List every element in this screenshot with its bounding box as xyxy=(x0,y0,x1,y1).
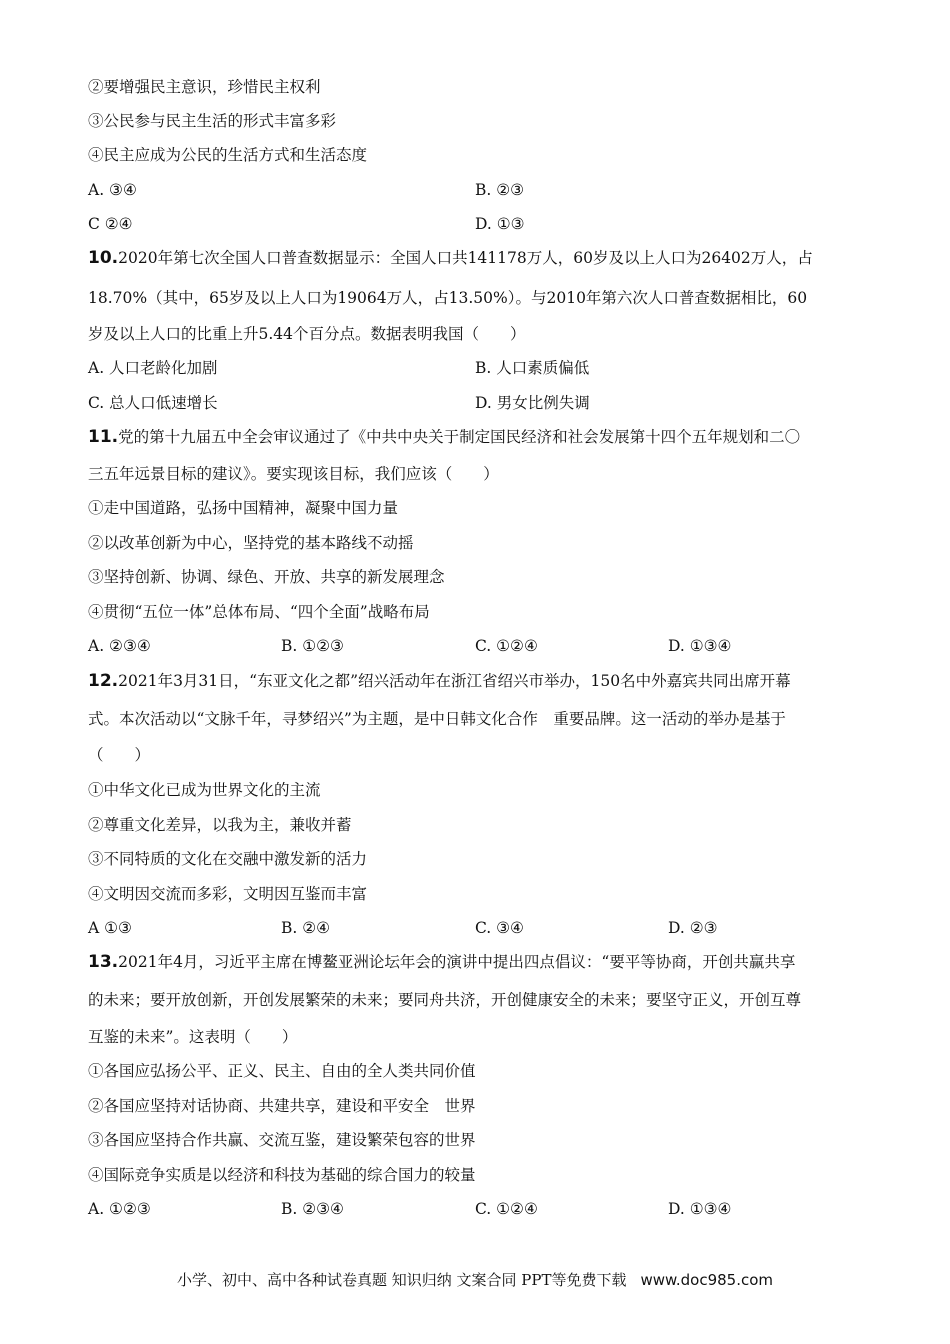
q9-option-a: A. ③④ xyxy=(88,181,137,199)
q10-option-b: B. 人口素质偏低 xyxy=(475,359,590,377)
q11-number: 11. xyxy=(88,427,119,447)
q9-item-3: ③公民参与民主生活的形式丰富多彩 xyxy=(88,112,337,130)
q10-option-a: A. 人口老龄化加剧 xyxy=(88,359,218,377)
q13-number: 13. xyxy=(88,952,119,972)
q10-stem-text: 2020年第七次全国人口普查数据显示：全国人口共141178万人，60岁及以上人口为26402万人，占 xyxy=(118,249,813,267)
q13-stem-line-1 xyxy=(88,952,795,972)
page-footer xyxy=(0,1269,950,1290)
q10-option-d: D. 男女比例失调 xyxy=(475,394,590,412)
q13-item-1: ①各国应弘扬公平、正义、民主、自由的全人类共同价值 xyxy=(88,1062,476,1080)
q11-item-3: ③坚持创新、协调、绿色、开放、共享的新发展理念 xyxy=(88,568,445,586)
q12-item-4: ④文明因交流而多彩，文明因互鉴而丰富 xyxy=(88,885,368,903)
q9-item-2: ②要增强民主意识，珍惜民主权利 xyxy=(88,78,321,96)
q10-stem-line-3: 岁及以上人口的比重上升5.44个百分点。数据表明我国（ ） xyxy=(88,325,526,343)
q13-option-c: C. ①②④ xyxy=(475,1200,538,1218)
q13-item-3: ③各国应坚持合作共赢、交流互鉴，建设繁荣包容的世界 xyxy=(88,1131,476,1149)
q13-option-b: B. ②③④ xyxy=(281,1200,344,1218)
q9-option-c: C ②④ xyxy=(88,215,133,233)
q12-stem-text: 2021年3月31日，“东亚文化之都”绍兴活动年在浙江省绍兴市举办，150名中外嘉宾共同出席开幕 xyxy=(118,672,791,690)
q10-option-c: C. 总人口低速增长 xyxy=(88,394,218,412)
q13-option-d: D. ①③④ xyxy=(668,1200,732,1218)
q11-stem-line-1 xyxy=(88,427,800,447)
q13-stem-text: 2021年4月，习近平主席在博鳌亚洲论坛年会的演讲中提出四点倡议：“要平等协商，开创共赢共享 xyxy=(118,953,796,971)
q13-item-4: ④国际竞争实质是以经济和科技为基础的综合国力的较量 xyxy=(88,1166,476,1184)
q12-option-d: D. ②③ xyxy=(668,919,718,937)
q11-item-4: ④贯彻“五位一体”总体布局、“四个全面”战略布局 xyxy=(88,603,430,621)
q11-item-2: ②以改革创新为中心，坚持党的基本路线不动摇 xyxy=(88,534,414,552)
q13-stem-line-2: 的未来；要开放创新，开创发展繁荣的未来；要同舟共济，开创健康安全的未来；要坚守正义，开创互尊 xyxy=(88,991,802,1009)
q12-stem-line-2: 式。本次活动以“文脉千年，寻梦绍兴”为主题，是中日韩文化合作 重要品牌。这一活动的举办是基于 xyxy=(88,710,786,728)
q11-option-c: C. ①②④ xyxy=(475,637,538,655)
q13-item-2: ②各国应坚持对话协商、共建共享，建设和平安全 世界 xyxy=(88,1097,476,1115)
q12-option-a: A ①③ xyxy=(88,919,132,937)
footer-url[interactable]: www.doc985.com xyxy=(640,1271,774,1289)
q12-item-2: ②尊重文化差异，以我为主，兼收并蓄 xyxy=(88,816,352,834)
q10-number: 10. xyxy=(88,248,119,268)
q11-option-d: D. ①③④ xyxy=(668,637,732,655)
q12-option-c: C. ③④ xyxy=(475,919,524,937)
q11-stem-text: 党的第十九届五中全会审议通过了《中共中央关于制定国民经济和社会发展第十四个五年规划和二〇 xyxy=(118,428,801,446)
q12-item-3: ③不同特质的文化在交融中激发新的活力 xyxy=(88,850,368,868)
q11-item-1: ①走中国道路，弘扬中国精神，凝聚中国力量 xyxy=(88,499,399,517)
q12-stem-line-3: （ ） xyxy=(88,746,151,764)
q12-option-b: B. ②④ xyxy=(281,919,331,937)
q11-stem-line-2: 三五年远景目标的建议》。要实现该目标，我们应该（ ） xyxy=(88,465,499,483)
footer-text: 小学、初中、高中各种试卷真题 知识归纳 文案合同 PPT等免费下载 xyxy=(176,1271,627,1289)
q9-option-b: B. ②③ xyxy=(475,181,525,199)
q11-option-a: A. ②③④ xyxy=(88,637,151,655)
q12-item-1: ①中华文化已成为世界文化的主流 xyxy=(88,781,321,799)
q11-option-b: B. ①②③ xyxy=(281,637,344,655)
q10-stem-line-2: 18.70%（其中，65岁及以上人口为19064万人，占13.50%）。与2010年第六次人口普查数据相比，60 xyxy=(88,289,808,307)
q13-option-a: A. ①②③ xyxy=(88,1200,151,1218)
q12-number: 12. xyxy=(88,671,119,691)
q9-option-d: D. ①③ xyxy=(475,215,525,233)
q9-item-4: ④民主应成为公民的生活方式和生活态度 xyxy=(88,146,368,164)
q13-stem-line-3: 互鉴的未来”。这表明（ ） xyxy=(88,1028,298,1046)
q10-stem-line-1 xyxy=(88,248,813,268)
q12-stem-line-1 xyxy=(88,671,791,691)
